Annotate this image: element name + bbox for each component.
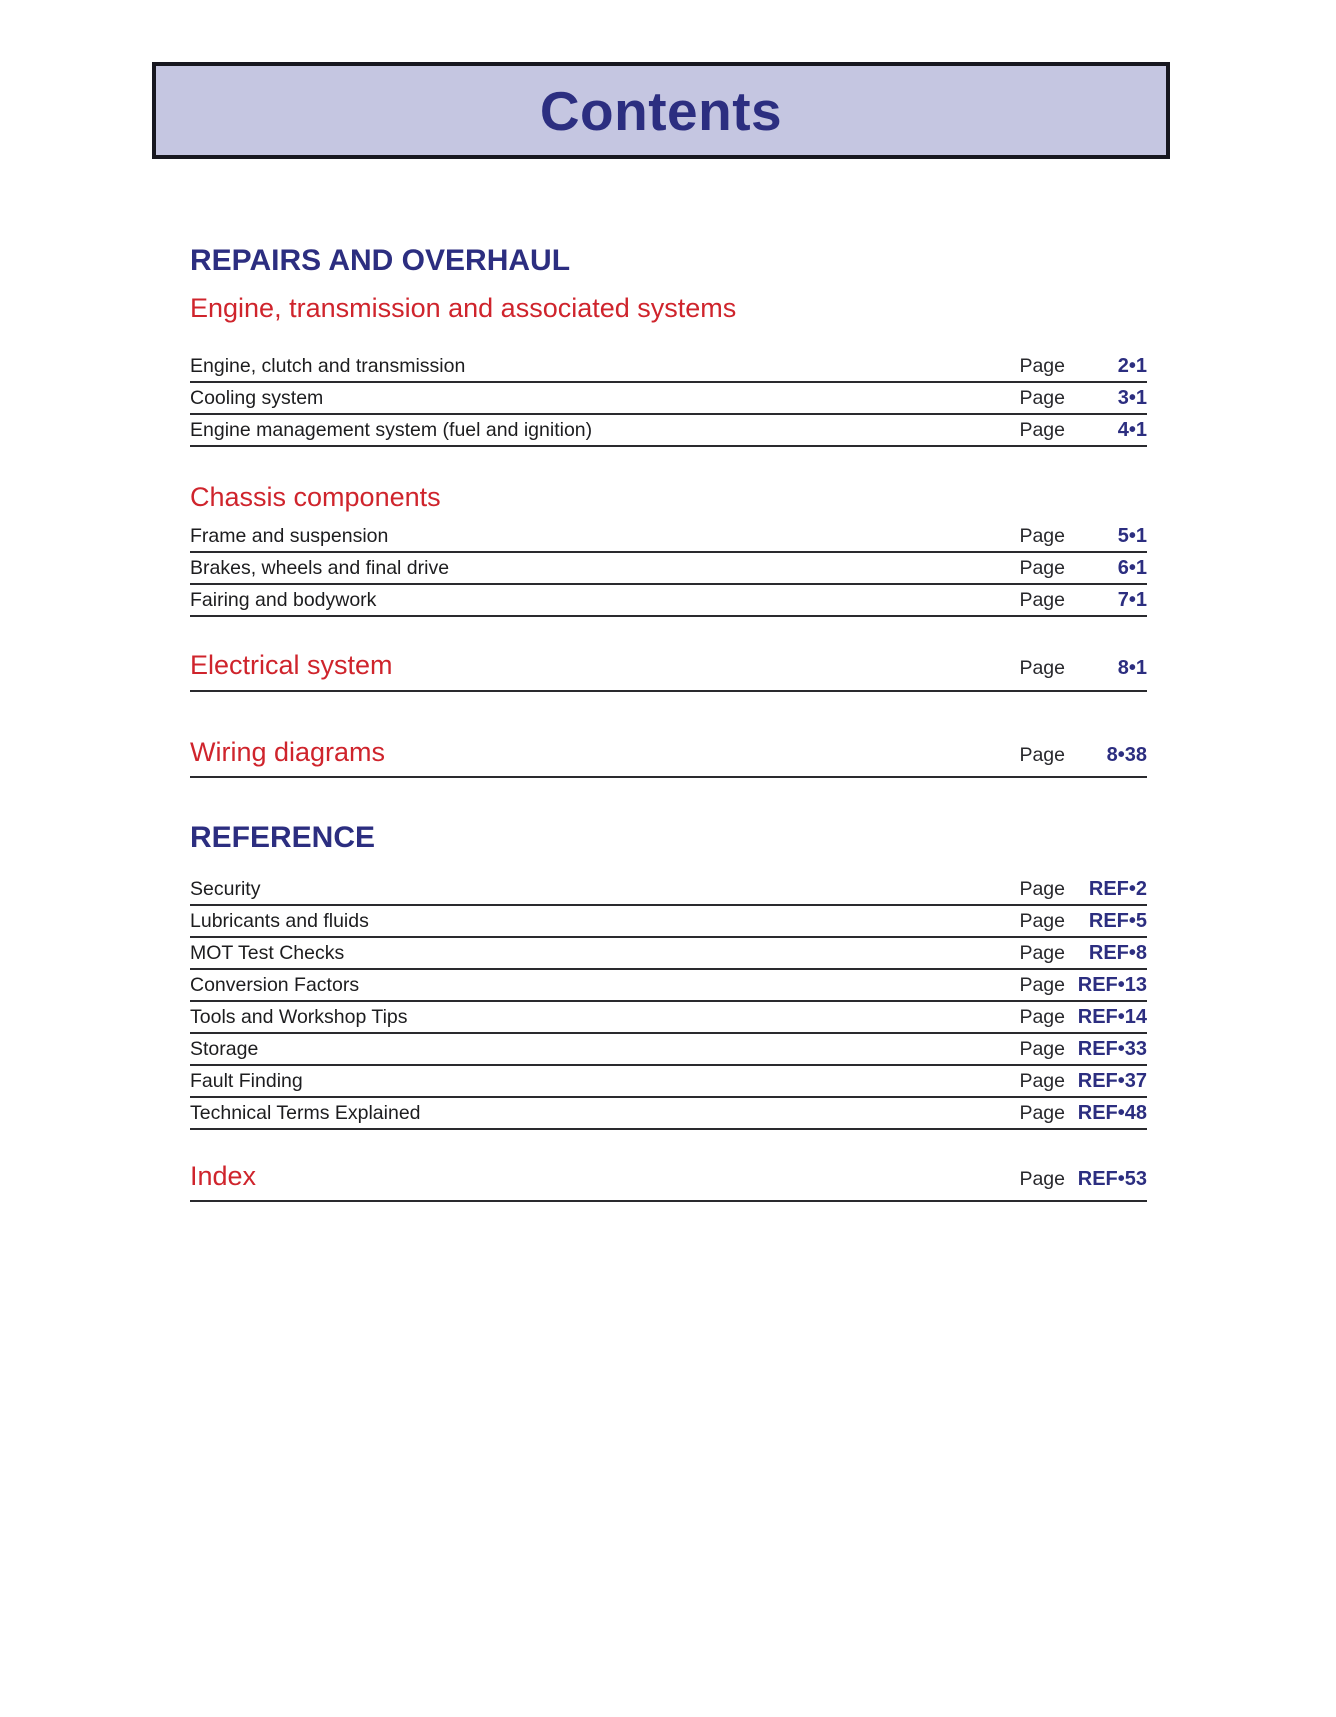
page-word: Page xyxy=(1019,941,1065,964)
page-word: Page xyxy=(1019,588,1065,611)
toc-row-security xyxy=(190,874,1147,906)
page-word: Page xyxy=(1019,877,1065,900)
page-title: Contents xyxy=(539,79,783,142)
page-word: Page xyxy=(1019,1005,1065,1028)
toc-row-wiring-diagrams xyxy=(190,738,1147,779)
page-number: REF•2 xyxy=(1088,877,1147,900)
page-number: 5•1 xyxy=(1117,524,1147,547)
page-number: REF•53 xyxy=(1077,1167,1147,1190)
page-word: Page xyxy=(1019,387,1065,410)
page-word: Page xyxy=(1019,909,1065,932)
toc-row-technical-terms xyxy=(190,1098,1147,1130)
toc-row-electrical-system xyxy=(190,651,1147,692)
toc-item-label: Brakes, wheels and final drive xyxy=(190,556,450,579)
toc-row-engine-management xyxy=(190,415,1147,447)
toc-row-fault-finding xyxy=(190,1066,1147,1098)
page-number: 7•1 xyxy=(1117,588,1147,611)
toc-list-chassis xyxy=(190,521,1147,617)
page-number: REF•48 xyxy=(1077,1101,1147,1124)
toc-row-brakes-wheels xyxy=(190,553,1147,585)
toc-list-reference xyxy=(190,874,1147,1130)
toc-row-conversion-factors xyxy=(190,970,1147,1002)
toc-row-cooling-system xyxy=(190,383,1147,415)
toc-list-engine xyxy=(190,351,1147,447)
toc-item-label: Conversion Factors xyxy=(190,973,360,996)
page-number: REF•33 xyxy=(1077,1037,1147,1060)
toc-item-label: Fault Finding xyxy=(190,1069,303,1092)
page-number: 2•1 xyxy=(1117,355,1147,378)
page-number: REF•37 xyxy=(1077,1069,1147,1092)
page-number: REF•5 xyxy=(1088,909,1147,932)
page-word: Page xyxy=(1019,355,1065,378)
page-number: 6•1 xyxy=(1117,556,1147,579)
toc-row-frame-suspension xyxy=(190,521,1147,553)
toc-item-label: Security xyxy=(190,877,261,900)
group-title-chassis-components: Chassis components xyxy=(190,482,441,513)
page-word: Page xyxy=(1019,656,1065,679)
group-title-index: Index xyxy=(190,1160,257,1191)
toc-row-engine-clutch-transmission xyxy=(190,351,1147,383)
page-word: Page xyxy=(1019,1167,1065,1190)
toc-item-label: Engine, clutch and transmission xyxy=(190,355,466,378)
group-title-wiring-diagrams: Wiring diagrams xyxy=(190,736,386,767)
page-word: Page xyxy=(1019,1069,1065,1092)
toc-row-mot-test-checks xyxy=(190,938,1147,970)
page-number: REF•14 xyxy=(1077,1005,1147,1028)
toc-item-label: Tools and Workshop Tips xyxy=(190,1005,408,1028)
page-number: REF•13 xyxy=(1077,973,1147,996)
contents-header-banner xyxy=(152,62,1170,159)
page-word: Page xyxy=(1019,973,1065,996)
page-word: Page xyxy=(1019,524,1065,547)
toc-content xyxy=(190,245,1147,1202)
toc-row-tools-workshop-tips xyxy=(190,1002,1147,1034)
section-title-reference: REFERENCE xyxy=(190,821,376,855)
toc-row-storage xyxy=(190,1034,1147,1066)
toc-item-label: Lubricants and fluids xyxy=(190,909,369,932)
page-number: 3•1 xyxy=(1117,387,1147,410)
page-word: Page xyxy=(1019,743,1065,766)
page-number: 4•1 xyxy=(1117,419,1147,442)
toc-item-label: Storage xyxy=(190,1037,259,1060)
toc-row-index xyxy=(190,1162,1147,1203)
toc-item-label: Technical Terms Explained xyxy=(190,1101,421,1124)
group-title-electrical-system: Electrical system xyxy=(190,649,393,680)
page-word: Page xyxy=(1019,1101,1065,1124)
page-number: REF•8 xyxy=(1088,941,1147,964)
toc-row-lubricants-fluids xyxy=(190,906,1147,938)
page-word: Page xyxy=(1019,419,1065,442)
toc-item-label: MOT Test Checks xyxy=(190,941,345,964)
section-title-repairs-and-overhaul: REPAIRS AND OVERHAUL xyxy=(190,244,571,277)
group-title-engine-transmission: Engine, transmission and associated systems xyxy=(190,292,737,323)
page-word: Page xyxy=(1019,556,1065,579)
toc-item-label: Frame and suspension xyxy=(190,524,389,547)
page-number: 8•38 xyxy=(1106,743,1147,766)
toc-item-label: Fairing and bodywork xyxy=(190,588,377,611)
page-word: Page xyxy=(1019,1037,1065,1060)
toc-item-label: Cooling system xyxy=(190,387,324,410)
toc-item-label: Engine management system (fuel and ignition) xyxy=(190,419,593,442)
page-number: 8•1 xyxy=(1117,656,1147,679)
toc-row-fairing-bodywork xyxy=(190,585,1147,617)
